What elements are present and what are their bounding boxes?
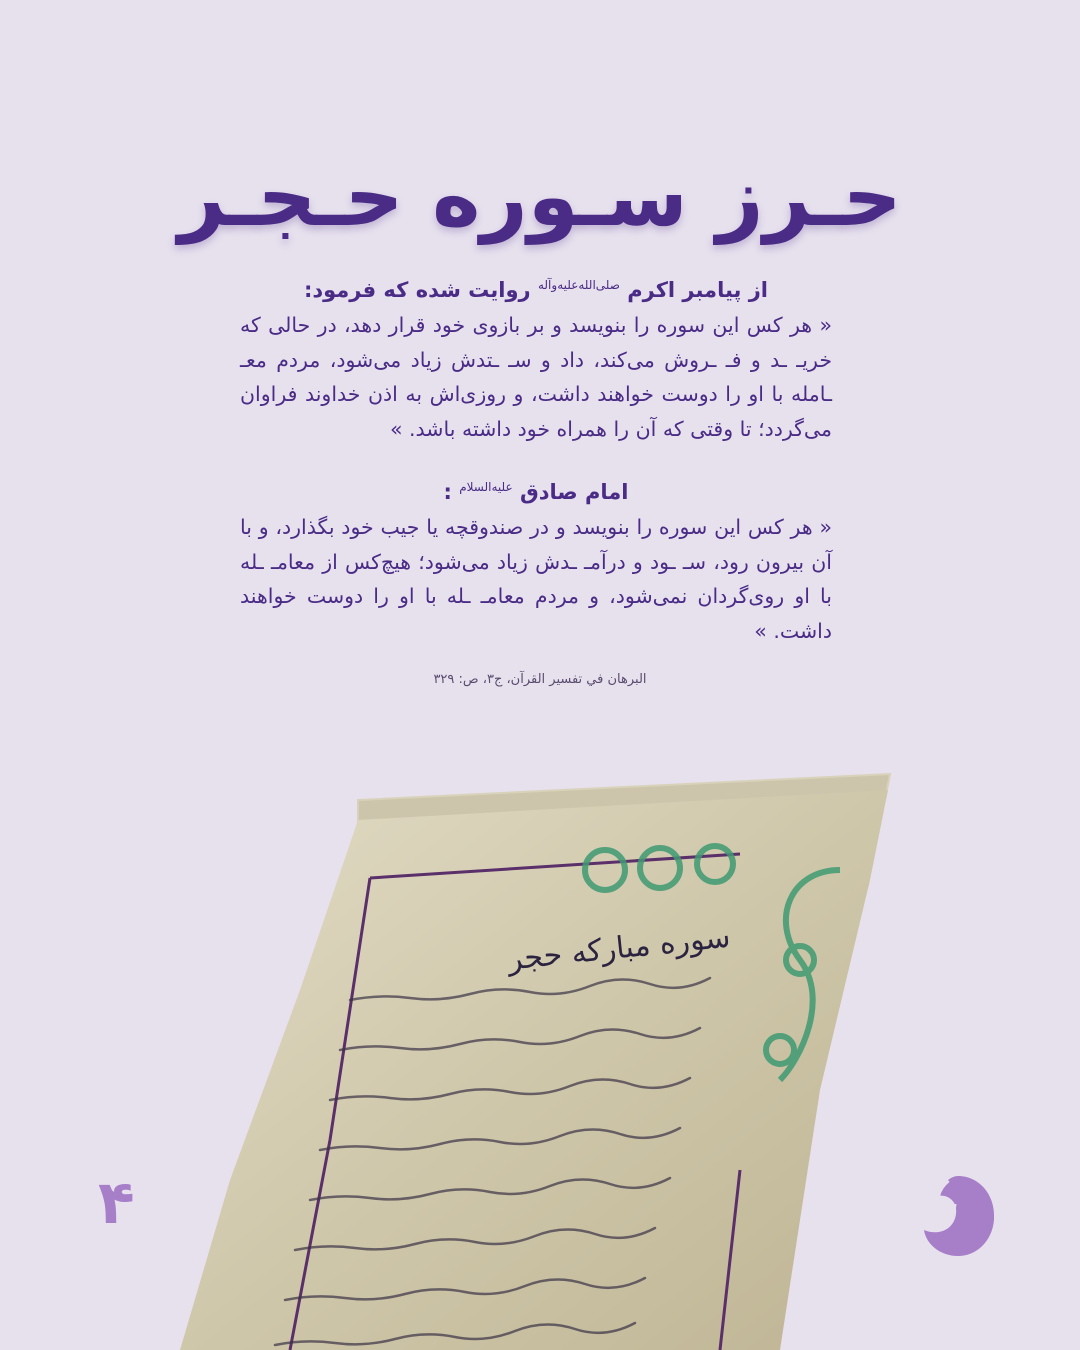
hadith-prophet-attribution: از پیامبر اکرم xyxy=(627,278,769,302)
hadith-prophet xyxy=(240,278,832,446)
parchment-body xyxy=(180,790,888,1350)
hadith-imam-sadiq xyxy=(240,480,832,648)
hadith-imam-quote: « هر کس این سوره را بنویسد و در صندوقچه یا جیب خود بگذارد، و با آن بیرون رود، سـ ـود و درآمـ ـدش زیاد می‌شود؛ هیچ‌کس از معامـ ـله با او روی‌گردان نمی‌شود، و مردم معامـ ـله با او را دوست خواهند داشت. » xyxy=(240,515,832,643)
hadith-prophet-quote: « هر کس این سوره را بنویسد و بر بازوی خود قرار دهد، در حالی که خریـ ـد و فـ ـروش می‌کند، داد و سـ ـتدش زیاد می‌شود، مردم معـ ـامله با او را دوست خواهند داشت، و روزی‌اش به اذن خداوند فراوان می‌گردد؛ تا وقتی که آن را همراه خود داشته باشد. » xyxy=(240,313,832,441)
hadith-prophet-intro: روایت شده که فرمود: xyxy=(303,278,531,302)
hadith-imam-heading xyxy=(240,480,832,504)
alayhis-salam-honorific: عليه‌السلام xyxy=(459,480,513,494)
brand-logo-icon xyxy=(918,1170,998,1260)
page-number: ۴ xyxy=(98,1168,135,1238)
hadith-imam-attribution: امام صادق xyxy=(519,480,629,504)
manuscript-scroll-image xyxy=(180,760,910,1350)
hadith-imam-colon: : xyxy=(443,480,452,504)
page-title: حـرز سـوره حـجـر xyxy=(178,150,902,245)
manuscript-heading: سوره مبارکه حجر xyxy=(506,919,732,978)
salawat-honorific: صلى‌الله‌عليه‌وآله xyxy=(537,278,620,292)
hadith-prophet-heading xyxy=(240,278,832,302)
source-citation: البرهان في تفسير القرآن، ج۳، ص: ۳۲۹ xyxy=(433,672,647,687)
